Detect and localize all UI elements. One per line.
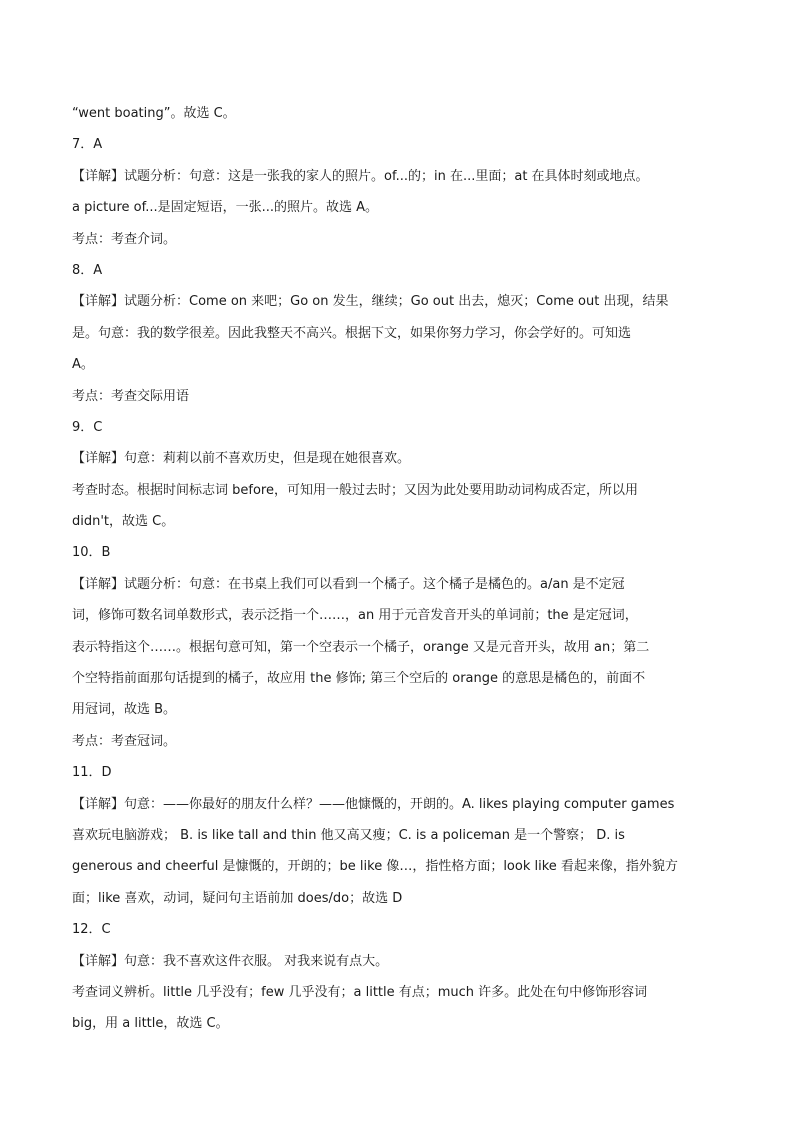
explanation-line: a picture of...是固定短语，一张...的照片。故选 A。 (72, 200, 379, 216)
explanation-line: 【详解】句意：我不喜欢这件衣服。 对我来说有点大。 (72, 953, 389, 969)
explanation-line: 用冠词，故选 B。 (72, 702, 177, 718)
explanation-line: 面；like 喜欢，动词，疑问句主语前加 does/do；故选 D (72, 890, 403, 906)
explanation-line: generous and cheerful 是慷慨的，开朗的；be like 像…，指性格方面；look like 看起来像，指外貌方 (72, 859, 678, 875)
question-number-7: 7．A (72, 137, 103, 153)
explanation-line: 表示特指这个……。根据句意可知，第一个空表示一个橘子，orange 又是元音开头，故用 an；第二 (72, 639, 650, 655)
explanation-line: 【详解】试题分析：句意：在书桌上我们可以看到一个橘子。这个橘子是橘色的。a/an 是不定冠 (72, 576, 625, 592)
exam-point: 考点：考查交际用语 (72, 388, 190, 404)
explanation-line: 词，修饰可数名词单数形式，表示泛指一个……，an 用于元音发音开头的单词前；the 是定冠词， (72, 608, 638, 624)
question-number-9: 9．C (72, 419, 103, 435)
exam-point: 考点：考查介词。 (72, 231, 177, 247)
explanation-line: 个空特指前面那句话提到的橘子，故应用 the 修饰; 第三个空后的 orange 的意思是橘色的，前面不 (72, 671, 646, 687)
question-number-12: 12．C (72, 922, 111, 938)
explanation-line: 考查时态。根据时间标志词 before，可知用一般过去时；又因为此处要用助动词构成否定，所以用 (72, 482, 638, 498)
continued-explanation-line: “went boating”。故选 C。 (72, 106, 236, 121)
question-number-8: 8．A (72, 262, 103, 278)
explanation-line: 【详解】句意：莉莉以前不喜欢历史，但是现在她很喜欢。 (72, 451, 411, 467)
answer-explanations (72, 98, 692, 1040)
explanation-line: 喜欢玩电脑游戏； B. is like tall and thin 他又高又瘦；C. is a policeman 是一个警察； D. is (72, 827, 625, 843)
exam-point: 考点：考查冠词。 (72, 733, 177, 749)
explanation-line: 【详解】句意：——你最好的朋友什么样？——他慷慨的，开朗的。A. likes playing computer games (72, 796, 675, 812)
explanation-line: 【详解】试题分析：句意：这是一张我的家人的照片。of...的；in 在...里面；at 在具体时刻或地点。 (72, 168, 649, 184)
question-number-11: 11．D (72, 765, 112, 781)
explanation-line: 【详解】试题分析：Come on 来吧；Go on 发生，继续；Go out 出去，熄灭；Come out 出现，结果 (72, 294, 669, 310)
explanation-line: 是。句意：我的数学很差。因此我整天不高兴。根据下文，如果你努力学习，你会学好的。可知选 (72, 325, 632, 341)
explanation-line: didn't，故选 C。 (72, 514, 175, 530)
question-number-10: 10．B (72, 545, 111, 561)
explanation-line: big，用 a little，故选 C。 (72, 1016, 229, 1032)
explanation-line: 考查词义辨析。little 几乎没有；few 几乎没有；a little 有点；much 许多。此处在句中修饰形容词 (72, 984, 648, 1000)
explanation-line: A。 (72, 357, 94, 373)
